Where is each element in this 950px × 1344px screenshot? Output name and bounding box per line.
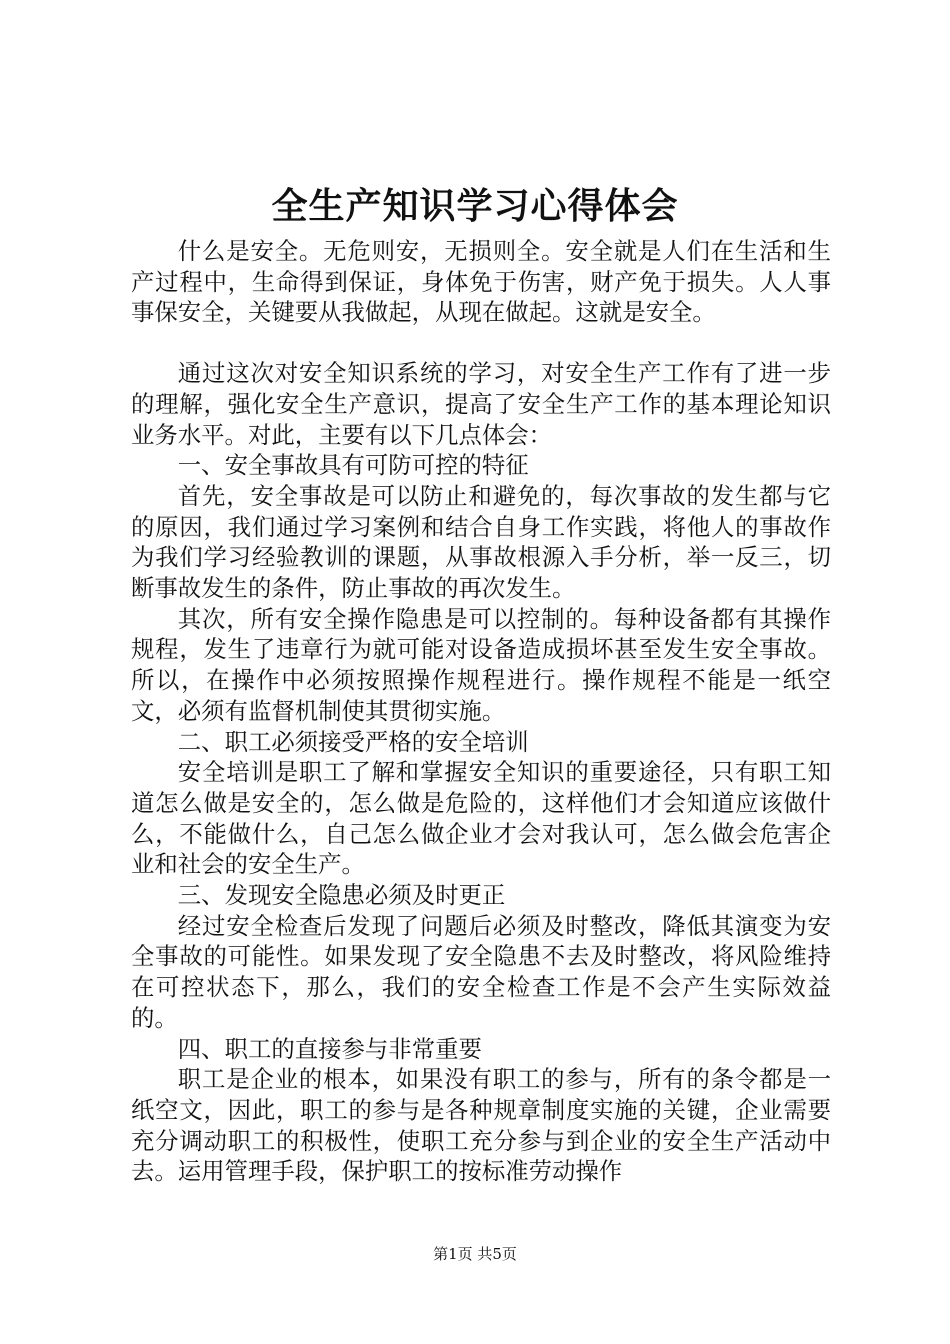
document-body (131, 236, 831, 1187)
paragraph-overview: 通过这次对安全知识系统的学习，对安全生产工作有了进一步的理解，强化安全生产意识，提高了安全生产工作的基本理论知识业务水平。对此，主要有以下几点体会： (131, 359, 831, 449)
section-heading-1: 一、安全事故具有可防可控的特征 (177, 451, 529, 480)
paragraph-gap (131, 328, 831, 358)
paragraph-section-3: 经过安全检查后发现了问题后必须及时整改，降低其演变为安全事故的可能性。如果发现了安全隐患不去及时整改，将风险维持在可控状态下，那么，我们的安全检查工作是不会产生实际效益的。 (131, 911, 831, 1032)
paragraph-intro: 什么是安全。无危则安，无损则全。安全就是人们在生活和生产过程中，生命得到保证，身体免于伤害，财产免于损失。人人事事保安全，关键要从我做起，从现在做起。这就是安全。 (131, 237, 831, 327)
paragraph-section-4: 职工是企业的根本，如果没有职工的参与，所有的条令都是一纸空文，因此，职工的参与是各种规章制度实施的关键，企业需要充分调动职工的积极性，使职工充分参与到企业的安全生产活动中去。运用管理手段，保护职工的按标准劳动操作 (131, 1065, 831, 1186)
paragraph-section-2: 安全培训是职工了解和掌握安全知识的重要途径，只有职工知道怎么做是安全的，怎么做是危险的，这样他们才会知道应该做什么，不能做什么，自己怎么做企业才会对我认可，怎么做会危害企业和社会的安全生产。 (131, 758, 831, 879)
section-heading-3: 三、发现安全隐患必须及时更正 (177, 881, 506, 910)
paragraph-section-1a: 首先，安全事故是可以防止和避免的，每次事故的发生都与它的原因，我们通过学习案例和结合自身工作实践，将他人的事故作为我们学习经验教训的课题，从事故根源入手分析，举一反三，切断事故发生的条件，防止事故的再次发生。 (131, 481, 831, 603)
section-heading-4: 四、职工的直接参与非常重要 (177, 1034, 482, 1063)
paragraph-section-1b: 其次，所有安全操作隐患是可以控制的。每种设备都有其操作规程，发生了违章行为就可能对设备造成损坏甚至发生安全事故。所以，在操作中必须按照操作规程进行。操作规程不能是一纸空文，必须有监督机制使其贯彻实施。 (131, 604, 831, 725)
section-heading-2: 二、职工必须接受严格的安全培训 (177, 727, 529, 756)
page-footer: 第1页 共5页 (433, 1245, 517, 1263)
document-title: 全生产知识学习心得体会 (271, 185, 679, 227)
